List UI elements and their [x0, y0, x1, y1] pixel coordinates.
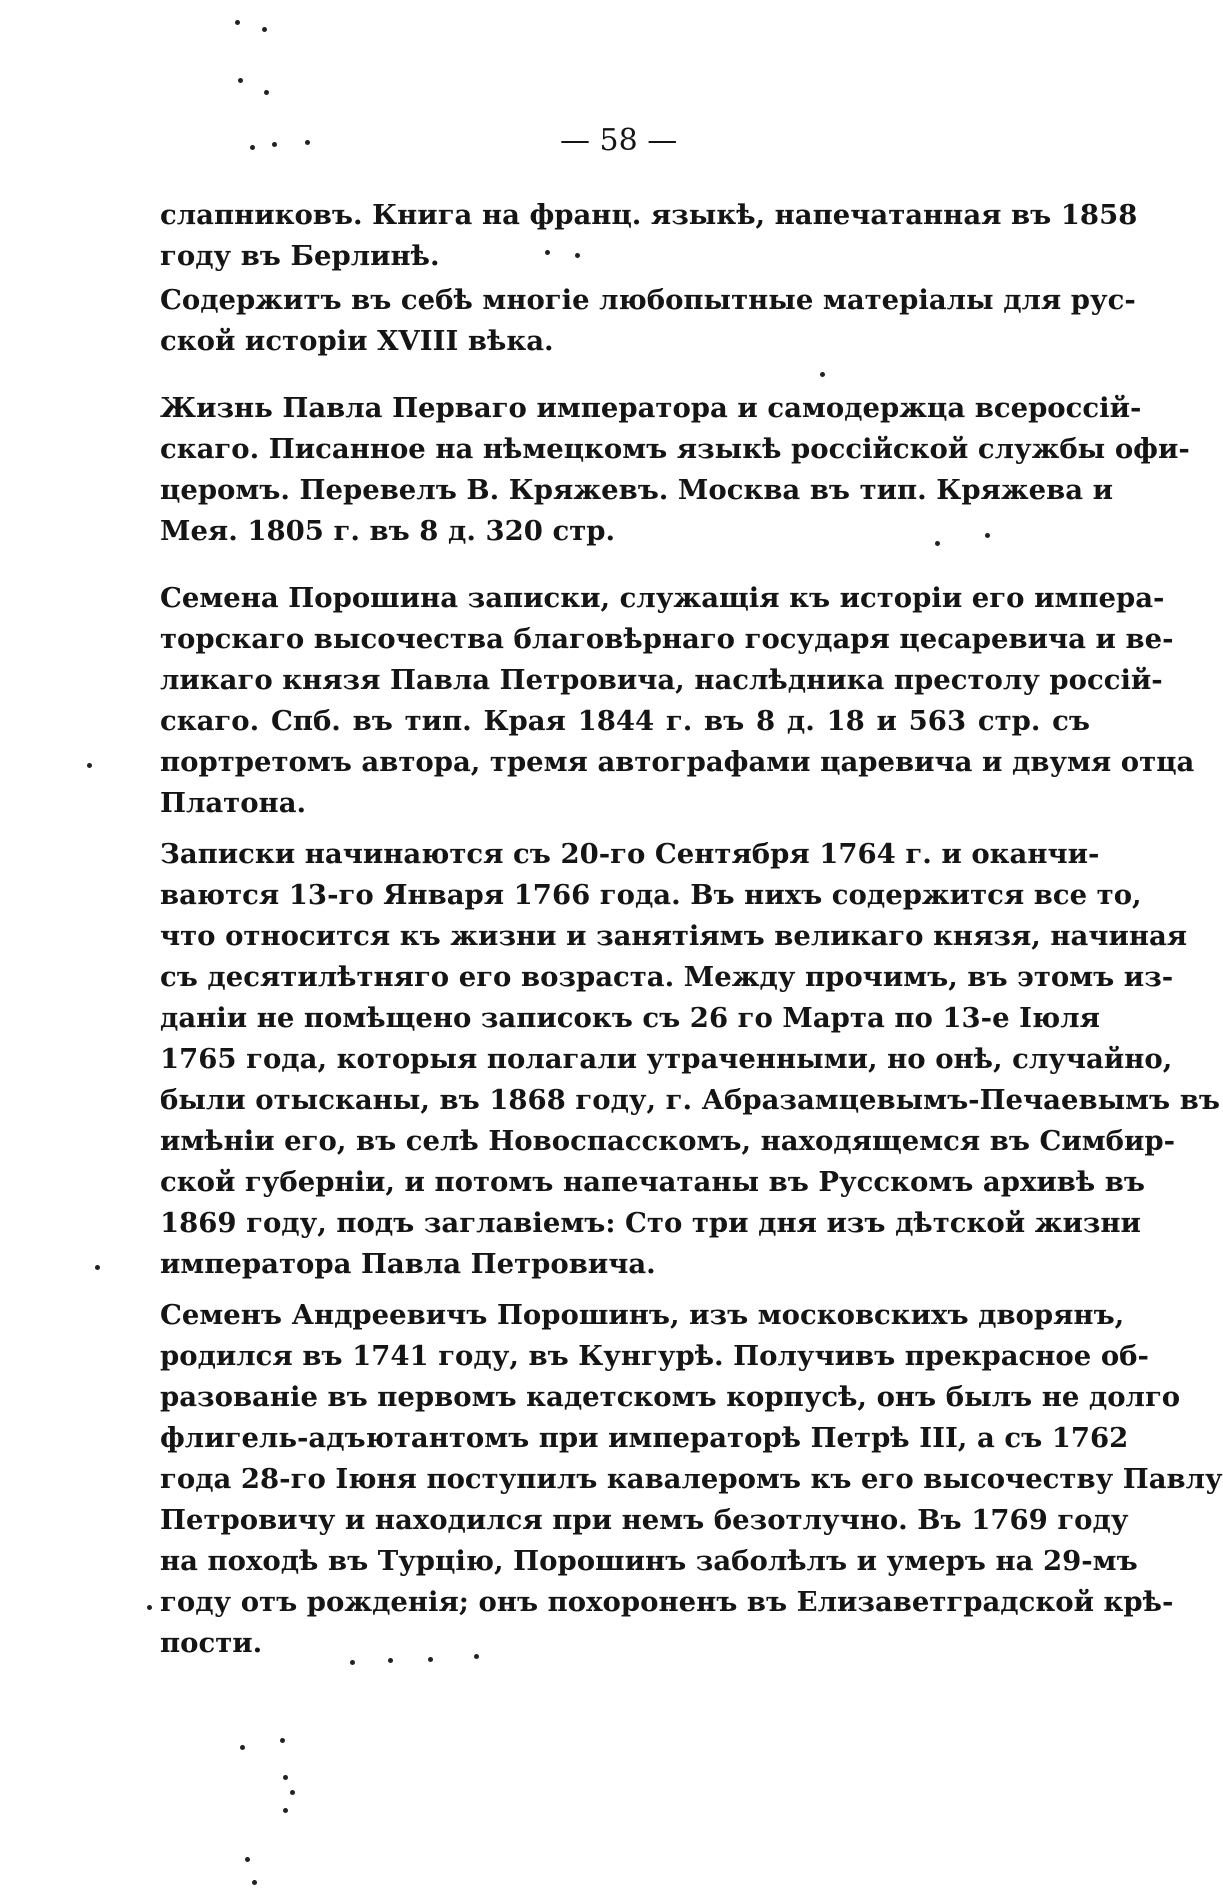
text-line: портретомъ автора, тремя автографами царевича и двумя отца — [160, 746, 1195, 778]
text-line: скаго. Писанное на нѣмецкомъ языкѣ россійской службы офи- — [160, 433, 1190, 465]
scan-speck — [283, 1775, 288, 1780]
scan-speck — [245, 1857, 250, 1862]
text-line: Записки начинаются съ 20-го Сентября 1764 г. и оканчи- — [160, 838, 1100, 870]
text-line: ской губерніи, и потомъ напечатаны въ Русскомъ архивѣ въ — [160, 1166, 1145, 1198]
text-line: ской исторіи XVIII вѣка. — [160, 325, 554, 357]
text-line: имѣніи его, въ селѣ Новоспасскомъ, находящемся въ Симбир- — [160, 1125, 1176, 1157]
text-line: даніи не помѣщено записокъ съ 26 го Марта по 13-е Іюля — [160, 1002, 1100, 1034]
paragraph-poroshin-zapiski-entry — [160, 578, 1195, 824]
scan-speck — [272, 142, 277, 147]
text-line: Платона. — [160, 787, 307, 819]
paragraph-slaunikov-entry — [160, 195, 1138, 277]
text-line: ликаго князя Павла Петровича, наслѣдника престолу россій- — [160, 664, 1163, 696]
text-line: 1765 года, которыя полагали утраченными, но онѣ, случайно, — [160, 1043, 1173, 1075]
text-line: скаго. Спб. въ тип. Края 1844 г. въ 8 д. 18 и 563 стр. съ — [160, 705, 1090, 737]
text-line: году въ Берлинѣ. — [160, 240, 440, 272]
text-line: Мея. 1805 г. въ 8 д. 320 стр. — [160, 515, 616, 547]
text-line: съ десятилѣтняго его возраста. Между прочимъ, въ этомъ из- — [160, 961, 1174, 993]
scan-speck — [290, 1790, 295, 1795]
scan-speck — [305, 140, 310, 145]
text-line: слапниковъ. Книга на франц. языкѣ, напечатанная въ 1858 — [160, 199, 1138, 231]
text-line: были отысканы, въ 1868 году, г. Абразамцевымъ-Печаевымъ въ — [160, 1084, 1220, 1116]
paragraph-poroshin-biography — [160, 1295, 1223, 1664]
scan-speck — [240, 1745, 245, 1750]
text-line: Петровичу и находился при немъ безотлучно. Въ 1769 году — [160, 1504, 1129, 1536]
text-line: на походѣ въ Турцію, Порошинъ заболѣлъ и умеръ на 29-мъ — [160, 1545, 1138, 1577]
scan-speck — [283, 1808, 288, 1813]
text-line: торскаго высочества благовѣрнаго государя цесаревича и ве- — [160, 623, 1174, 655]
paragraph-zhizn-pavla-entry — [160, 388, 1190, 552]
scan-speck — [147, 1605, 152, 1610]
scan-speck — [264, 90, 269, 95]
scan-speck — [95, 1265, 100, 1270]
text-line: году отъ рожденія; онъ похороненъ въ Елизаветградской крѣ- — [160, 1586, 1174, 1618]
text-line: года 28-го Іюня поступилъ кавалеромъ къ его высочеству Павлу — [160, 1463, 1223, 1495]
text-line: Жизнь Павла Перваго императора и самодержца всероссій- — [160, 392, 1142, 424]
text-line: Семена Порошина записки, служащія къ исторіи его импера- — [160, 582, 1165, 614]
scan-speck — [235, 20, 240, 25]
text-line: пости. — [160, 1627, 263, 1659]
scan-speck — [238, 78, 243, 83]
text-line: 1869 году, подъ заглавіемъ: Сто три дня изъ дѣтской жизни — [160, 1207, 1141, 1239]
text-line: родился въ 1741 году, въ Кунгурѣ. Получивъ прекрасное об- — [160, 1340, 1149, 1372]
scan-speck — [252, 1880, 257, 1885]
text-line: Семенъ Андреевичъ Порошинъ, изъ московскихъ дворянъ, — [160, 1299, 1125, 1331]
text-line: церомъ. Перевелъ В. Кряжевъ. Москва въ тип. Кряжева и — [160, 474, 1114, 506]
text-line: разованіе въ первомъ кадетскомъ корпусѣ, онъ былъ не долго — [160, 1381, 1181, 1413]
text-line: флигель-адъютантомъ при императорѣ Петрѣ III, а съ 1762 — [160, 1422, 1129, 1454]
text-line: императора Павла Петровича. — [160, 1248, 656, 1280]
scan-speck — [250, 145, 255, 150]
scan-speck — [280, 1738, 285, 1743]
body-text — [160, 195, 1223, 1664]
scan-speck — [262, 27, 267, 32]
paragraph-slaunikov-note — [160, 280, 1136, 362]
page-number: — 58 — — [560, 123, 678, 158]
paragraph-poroshin-note — [160, 834, 1220, 1285]
scan-speck — [87, 763, 92, 768]
text-line: Содержитъ въ себѣ многіе любопытные матеріалы для рус- — [160, 284, 1136, 316]
text-line: что относится къ жизни и занятіямъ великаго князя, начиная — [160, 920, 1188, 952]
text-line: ваются 13-го Января 1766 года. Въ нихъ содержится все то, — [160, 879, 1142, 911]
